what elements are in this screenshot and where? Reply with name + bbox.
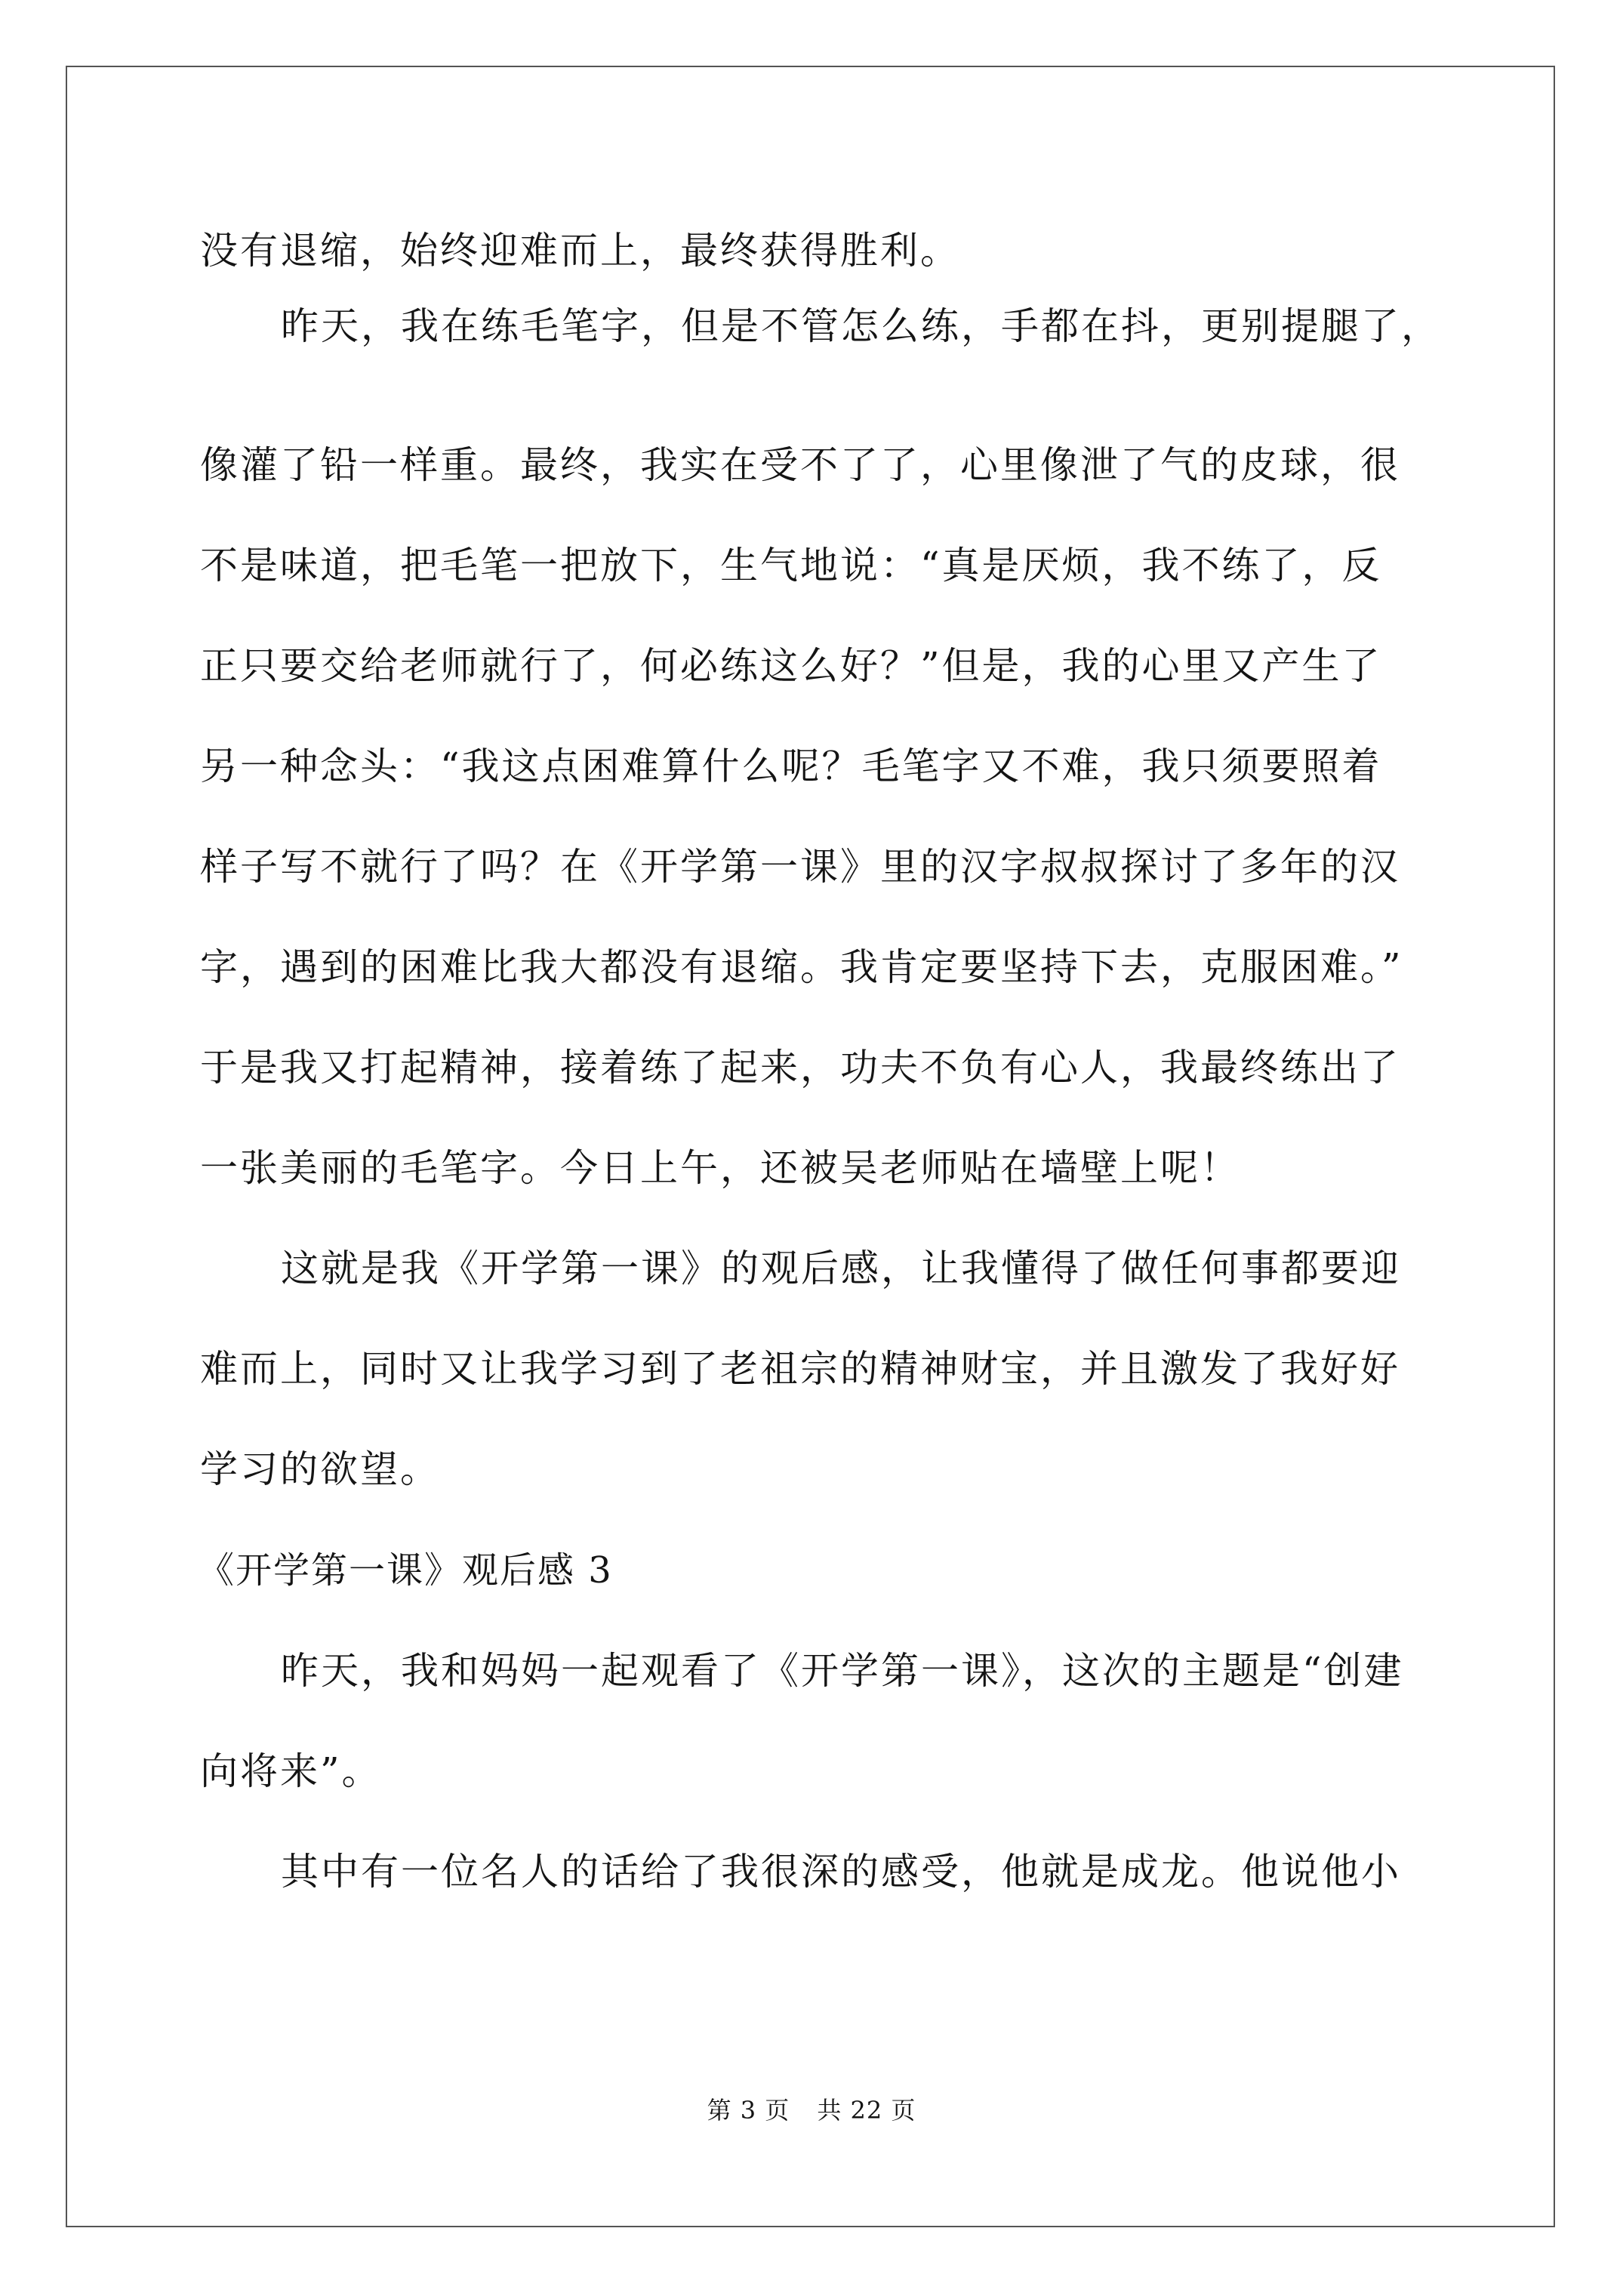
paragraph-start-line: 其中有一位名人的话给了我很深的感受，他就是成龙。他说他小 — [281, 1850, 1401, 1894]
text-line: 向将来”。 — [200, 1749, 382, 1793]
text-line: 正只要交给老师就行了，何必练这么好？”但是，我的心里又产生了 — [200, 644, 1382, 688]
text-line: 不是味道，把毛笔一把放下，生气地说：“真是厌烦，我不练了，反 — [200, 544, 1382, 587]
paragraph-start-line: 昨天，我在练毛笔字，但是不管怎么练，手都在抖，更别提腿了， — [281, 304, 1441, 348]
page-footer — [0, 2095, 1623, 2125]
page-total: 共 22 页 — [817, 2096, 916, 2125]
text-line: 于是我又打起精神，接着练了起来，功夫不负有心人，我最终练出了 — [200, 1046, 1400, 1089]
paragraph-start-line: 昨天，我和妈妈一起观看了《开学第一课》，这次的主题是“创建 — [281, 1649, 1404, 1693]
text-line: 难而上，同时又让我学习到了老祖宗的精神财宝，并且激发了我好好 — [200, 1347, 1400, 1391]
text-line: 一张美丽的毛笔字。今日上午，还被吴老师贴在墙壁上呢！ — [200, 1146, 1240, 1190]
section-heading: 《开学第一课》观后感 3 — [198, 1549, 613, 1592]
page-number: 第 3 页 — [707, 2096, 790, 2125]
text-line: 样子写不就行了吗？在《开学第一课》里的汉字叔叔探讨了多年的汉 — [200, 845, 1400, 889]
text-line: 没有退缩，始终迎难而上，最终获得胜利。 — [200, 229, 960, 273]
paragraph-start-line: 这就是我《开学第一课》的观后感，让我懂得了做任何事都要迎 — [281, 1247, 1401, 1290]
text-line: 字，遇到的困难比我大都没有退缩。我肯定要坚持下去，克服困难。” — [200, 945, 1403, 989]
text-line: 学习的欲望。 — [200, 1447, 440, 1491]
text-line: 另一种念头：“我这点困难算什么呢？毛笔字又不难，我只须要照着 — [200, 744, 1382, 788]
text-line: 像灌了铅一样重。最终，我实在受不了了，心里像泄了气的皮球，很 — [200, 443, 1400, 487]
